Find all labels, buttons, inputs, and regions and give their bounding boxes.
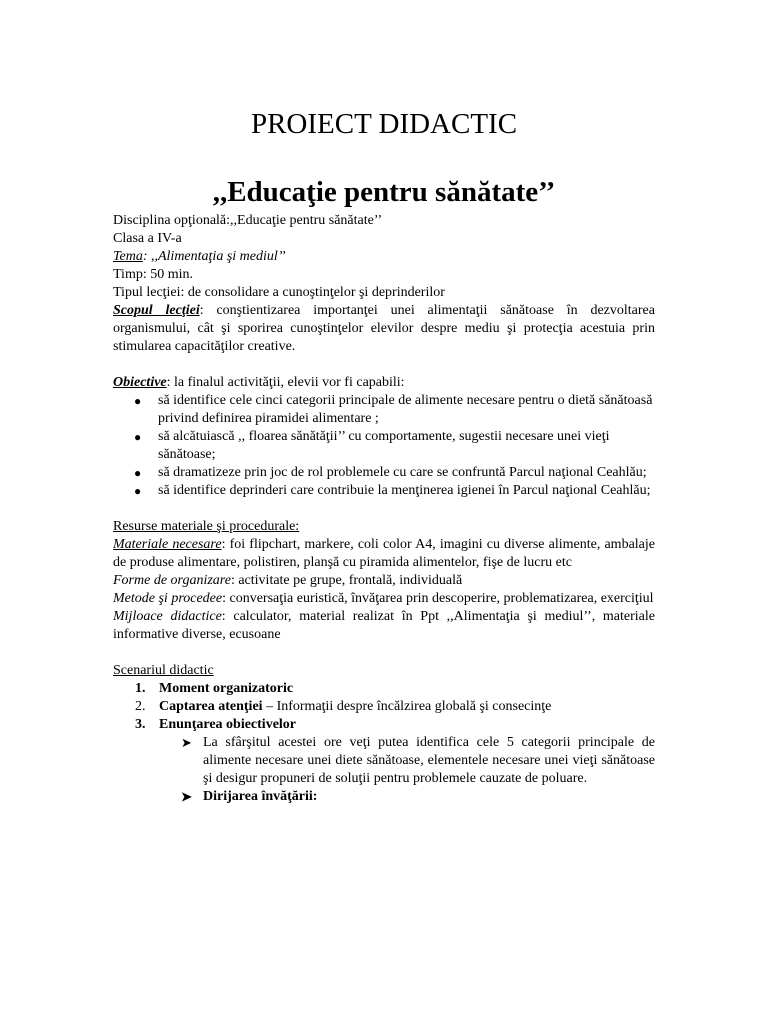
sub-item-text: Dirijarea învăţării:	[203, 789, 318, 804]
methods-label: Metode şi procedee	[113, 591, 223, 606]
page-title: PROIECT DIDACTIC	[250, 108, 518, 140]
arrow-bullet-icon: ➤	[181, 789, 192, 804]
resources-heading: Resurse materiale şi procedurale:	[113, 519, 300, 534]
list-item	[134, 482, 655, 500]
objectives-intro: : la finalul activităţii, elevii vor fi capabili:	[166, 375, 405, 390]
step-number: 2.	[135, 699, 146, 714]
materials-label: Materiale necesare	[113, 537, 222, 552]
list-item	[134, 464, 655, 482]
list-item	[134, 428, 655, 464]
objective-text: să dramatizeze prin joc de rol problemele cu care se confruntă Parcul naţional Ceahlău;	[158, 465, 647, 480]
objectives-list	[113, 392, 655, 500]
organization-label: Forme de organizare	[113, 573, 231, 588]
page-subtitle: ,,Educaţie pentru sănătate’’	[212, 176, 556, 208]
step-rest: – Informaţii despre încălzirea globală şi consecinţe	[262, 699, 552, 714]
class-line: Clasa a IV-a	[113, 231, 182, 246]
document-body	[113, 212, 655, 806]
methods-paragraph	[113, 590, 655, 608]
means-paragraph	[113, 608, 655, 644]
organization-text: : activitate pe grupe, frontală, individuală	[230, 573, 463, 588]
means-text: : calculator, material realizat în Ppt ,,Alimentaţia şi mediul’’, materiale informative diverse, ecusoane	[113, 609, 655, 642]
bullet-icon: ●	[134, 430, 142, 444]
scope-label: Scopul lecţiei	[113, 303, 200, 318]
theme-line	[113, 248, 655, 266]
scope-paragraph	[113, 302, 655, 356]
list-item	[181, 788, 655, 806]
objectives-statement-list	[113, 734, 655, 806]
lesson-type-line: Tipul lecţiei: de consolidare a cunoştinţelor şi deprinderilor	[113, 285, 445, 300]
discipline-line: Disciplina opţională:,,Educaţie pentru sănătate’’	[113, 213, 383, 228]
step-title: Captarea atenţiei	[159, 699, 263, 714]
organization-paragraph	[113, 572, 655, 590]
sub-item-text: La sfârşitul acestei ore veţi putea identifica cele 5 categorii principale de alimente necesare unei diete sănătoase, elementele necesare unei vieţi sănătoase şi desigur propuneri de soluţii pentru problemele cauzate de poluare.	[203, 735, 655, 786]
objective-text: să identifice cele cinci categorii principale de alimente necesare pentru o dietă sănătoasă privind definirea piramidei alimentare ;	[158, 393, 653, 426]
scope-text: : conştientizarea importanţei unei alimentaţii sănătoase în dezvoltarea organismului, cât şi sporirea cunoştinţelor elevilor despre mediu şi protecţia acestuia prin stimularea capacităţilor creative.	[113, 303, 655, 354]
list-item	[181, 734, 655, 788]
steps-list	[113, 680, 655, 734]
spacer	[113, 356, 655, 374]
bullet-icon: ●	[134, 394, 142, 408]
spacer	[113, 500, 655, 518]
step-number: 3.	[135, 717, 146, 732]
materials-paragraph	[113, 536, 655, 572]
theme-value: : ,,Alimentaţia şi mediul’’	[142, 249, 286, 264]
objectives-label: Obiective	[113, 375, 167, 390]
list-item	[135, 680, 655, 698]
list-item	[135, 698, 655, 716]
means-label: Mijloace didactice	[113, 609, 222, 624]
objectives-line	[113, 374, 655, 392]
list-item	[135, 716, 655, 734]
list-item	[134, 392, 655, 428]
theme-label: Tema	[113, 249, 143, 264]
objective-text: să alcătuiască ,, floarea sănătăţii’’ cu comportamente, sugestii necesare unei vieţi sănătoase;	[158, 429, 610, 462]
scenario-heading: Scenariul didactic	[113, 663, 214, 678]
bullet-icon: ●	[134, 484, 142, 498]
step-number: 1.	[135, 681, 146, 696]
arrow-bullet-icon: ➤	[181, 735, 192, 750]
step-title: Enunţarea obiectivelor	[159, 717, 297, 732]
step-title: Moment organizatoric	[159, 681, 294, 696]
time-line: Timp: 50 min.	[113, 267, 194, 282]
methods-text: : conversaţia euristică, învăţarea prin descoperire, problematizarea, exerciţiul	[222, 591, 654, 606]
objective-text: să identifice deprinderi care contribuie la menţinerea igienei în Parcul naţional Ceahlău;	[158, 483, 651, 498]
materials-text: : foi flipchart, markere, coli color A4, imagini cu diverse alimente, ambalaje de produse alimentare, polistiren, planşă cu piramida alimentelor, fişe de lucru etc	[113, 537, 655, 570]
spacer	[113, 644, 655, 662]
bullet-icon: ●	[134, 466, 142, 480]
